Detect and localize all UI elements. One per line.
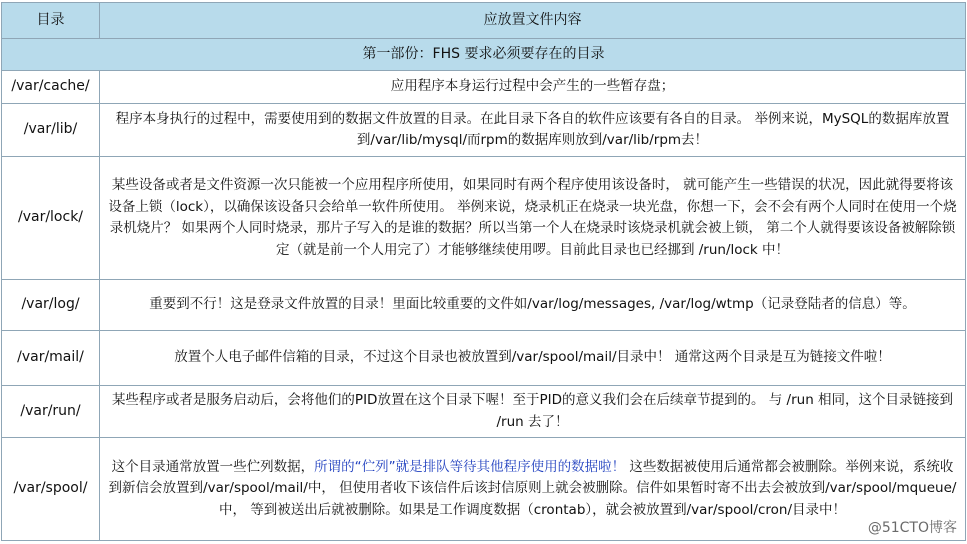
- section-row: [2, 39, 966, 71]
- table-row: [2, 104, 966, 157]
- directory-name: /var/mail/: [2, 331, 100, 386]
- directory-name: /var/cache/: [2, 71, 100, 104]
- header-content: 应放置文件内容: [100, 3, 966, 39]
- directory-name: /var/log/: [2, 280, 100, 331]
- directory-description: 应用程序本身运行过程中会产生的一些暂存盘；: [100, 71, 966, 104]
- highlighted-description-text: 所谓的“伫列”就是排队等待其他程序使用的数据啦！: [314, 458, 626, 475]
- header-directory: 目录: [2, 3, 100, 39]
- table-row: [2, 71, 966, 104]
- watermark: @51CTO博客: [867, 520, 957, 536]
- description-text: 这个目录通常放置一些伫列数据，: [111, 458, 315, 475]
- directory-name: /var/lock/: [2, 157, 100, 280]
- table-header-row: [2, 3, 966, 39]
- directory-description: 某些设备或者是文件资源一次只能被一个应用程序所使用，如果同时有两个程序使用该设备时， 就可能产生一些错误的状况，因此就得要将该设备上锁（lock），以确保该设备只会给单一软件所使用。 举例来说，烧录机正在烧录一块光盘，你想一下，会不会有两个人同时在使用一个烧录机烧片？ 如果两个人同时烧录，那片子写入的是谁的数据？所以当第一个人在烧录时该烧录机就会被上锁， 第二个人就得要该设备被解除锁定（就是前一个人用完了）才能够继续使用啰。目前此目录也已经挪到 /run/lock 中！: [100, 157, 966, 280]
- directory-name: /var/spool/: [2, 438, 100, 541]
- table-row: [2, 386, 966, 438]
- directory-description: [100, 438, 966, 541]
- directory-description: 放置个人电子邮件信箱的目录，不过这个目录也被放置到/var/spool/mail/目录中！ 通常这两个目录是互为链接文件啦！: [100, 331, 966, 386]
- table-row: [2, 280, 966, 331]
- directory-description: 重要到不行！这是登录文件放置的目录！里面比较重要的文件如/var/log/messages, /var/log/wtmp（记录登陆者的信息）等。: [100, 280, 966, 331]
- table-row: [2, 331, 966, 386]
- section-title: 第一部份：FHS 要求必须要存在的目录: [2, 39, 966, 71]
- table-row: [2, 157, 966, 280]
- directory-description: 程序本身执行的过程中，需要使用到的数据文件放置的目录。在此目录下各自的软件应该要有各自的目录。 举例来说，MySQL的数据库放置到/var/lib/mysql/而rpm的数据库则放到/var/lib/rpm去！: [100, 104, 966, 157]
- directory-name: /var/run/: [2, 386, 100, 438]
- table-row: [2, 438, 966, 541]
- directory-description: 某些程序或者是服务启动后，会将他们的PID放置在这个目录下喔！至于PID的意义我们会在后续章节提到的。 与 /run 相同，这个目录链接到 /run 去了！: [100, 386, 966, 438]
- directory-name: /var/lib/: [2, 104, 100, 157]
- description-text: 这些数据被使用后通常都会被删除。举例来说，系统收到新信会放置到/var/spool/mail/中， 但使用者收下该信件后该封信原则上就会被删除。信件如果暂时寄不出去会被放到/var/spool/mqueue/中， 等到被送出后就被删除。如果是工作调度数据（crontab），就会被放置到/var/spool/cron/目录中！: [108, 458, 957, 518]
- fhs-var-directory-table: [1, 2, 966, 541]
